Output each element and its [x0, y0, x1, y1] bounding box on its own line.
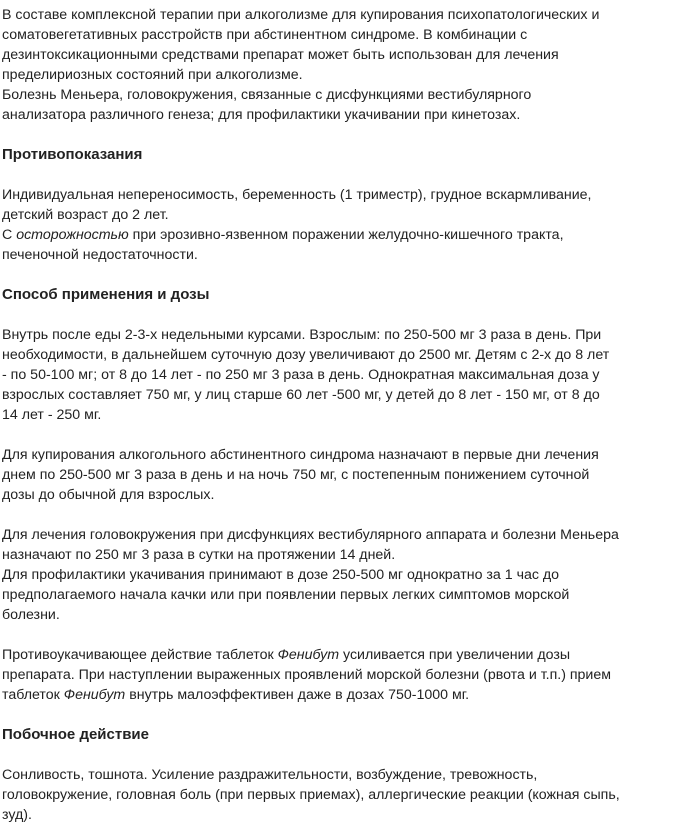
contraindications-heading: Противопоказания: [2, 146, 143, 163]
text-line: дозы до обычной для взрослых.: [2, 487, 215, 503]
text-line: Внутрь после еды 2-3-х недельными курсами. Взрослым: по 250-500 мг 3 раза в день. При: [2, 327, 602, 343]
side-effects-paragraph: [2, 765, 686, 825]
dosage-paragraph-1: [2, 325, 686, 425]
italic-term: Фенибут: [277, 647, 340, 663]
text-line: [2, 685, 686, 705]
italic-term: осторожностью: [16, 227, 129, 243]
text-line: головокружение, головная боль (при первых приемах), аллергические реакции (кожная сыпь,: [2, 787, 620, 803]
text-line: Сонливость, тошнота. Усиление раздражительности, возбуждение, тревожность,: [2, 767, 538, 783]
text-span: таблеток: [2, 687, 64, 703]
text-line: необходимости, в дальнейшем суточную дозу увеличивают до 2500 мг. Детям с 2-х до 8 лет: [2, 347, 610, 363]
text-line: Для профилактики укачивания принимают в дозе 250-500 мг однократно за 1 час до: [2, 567, 560, 583]
text-line: анализатора различного генеза; для профилактики укачивании при кинетозах.: [2, 107, 521, 123]
text-line: Индивидуальная непереносимость, беременность (1 триместр), грудное вскармливание,: [2, 187, 592, 203]
text-line: зуд).: [2, 807, 32, 823]
text-line: В составе комплексной терапии при алкоголизме для купирования психопатологических и: [2, 7, 600, 23]
text-line: [2, 645, 686, 665]
dosage-paragraph-4: [2, 645, 686, 705]
text-line: [2, 225, 686, 245]
contraindications-paragraph: [2, 185, 686, 265]
text-line: предполагаемого начала качки или при появлении первых легких симптомов морской: [2, 587, 570, 603]
text-span: С: [2, 227, 17, 243]
text-line: днем по 250-500 мг 3 раза в день и на ночь 750 мг, с постепенным понижением суточной: [2, 467, 590, 483]
dosage-heading: Способ применения и дозы: [2, 286, 210, 303]
text-span: Противоукачивающее действие таблеток: [2, 647, 278, 663]
italic-term: Фенибут: [63, 687, 126, 703]
text-line: печеночной недостаточности.: [2, 247, 198, 263]
text-span: усиливается при увеличении дозы: [339, 647, 571, 663]
dosage-paragraph-3: [2, 525, 686, 625]
text-line: назначают по 250 мг 3 раза в сутки на протяжении 14 дней.: [2, 547, 396, 563]
text-span: внутрь малоэффективен даже в дозах 750-1000 мг.: [125, 687, 470, 703]
text-line: - по 50-100 мг; от 8 до 14 лет - по 250 мг 3 раза в день. Однократная максимальная доза у: [2, 367, 600, 383]
text-span: при эрозивно-язвенном поражении желудочно-кишечного тракта,: [128, 227, 564, 243]
text-line: пределириозных состояний при алкоголизме.: [2, 67, 303, 83]
side-effects-heading: Побочное действие: [2, 726, 149, 743]
text-line: 14 лет - 250 мг.: [2, 407, 102, 423]
text-line: Для купирования алкогольного абстинентного синдрома назначают в первые дни лечения: [2, 447, 599, 463]
text-line: соматовегетативных расстройств при абстинентном синдроме. В комбинации с: [2, 27, 528, 43]
indications-paragraph: [2, 5, 686, 125]
text-line: препарата. При наступлении выраженных проявлений морской болезни (рвота и т.п.) прием: [2, 667, 611, 683]
dosage-paragraph-2: [2, 445, 686, 505]
text-line: Для лечения головокружения при дисфункциях вестибулярного аппарата и болезни Меньера: [2, 527, 619, 543]
text-line: детский возраст до 2 лет.: [2, 207, 169, 223]
text-line: дезинтоксикационными средствами препарат может быть использован для лечения: [2, 47, 559, 63]
document-body: [2, 5, 686, 825]
text-line: болезни.: [2, 607, 60, 623]
text-line: Болезнь Меньера, головокружения, связанные с дисфункциями вестибулярного: [2, 87, 532, 103]
text-line: взрослых составляет 750 мг, у лиц старше 60 лет -500 мг, у детей до 8 лет - 150 мг, от 8 до: [2, 387, 600, 403]
